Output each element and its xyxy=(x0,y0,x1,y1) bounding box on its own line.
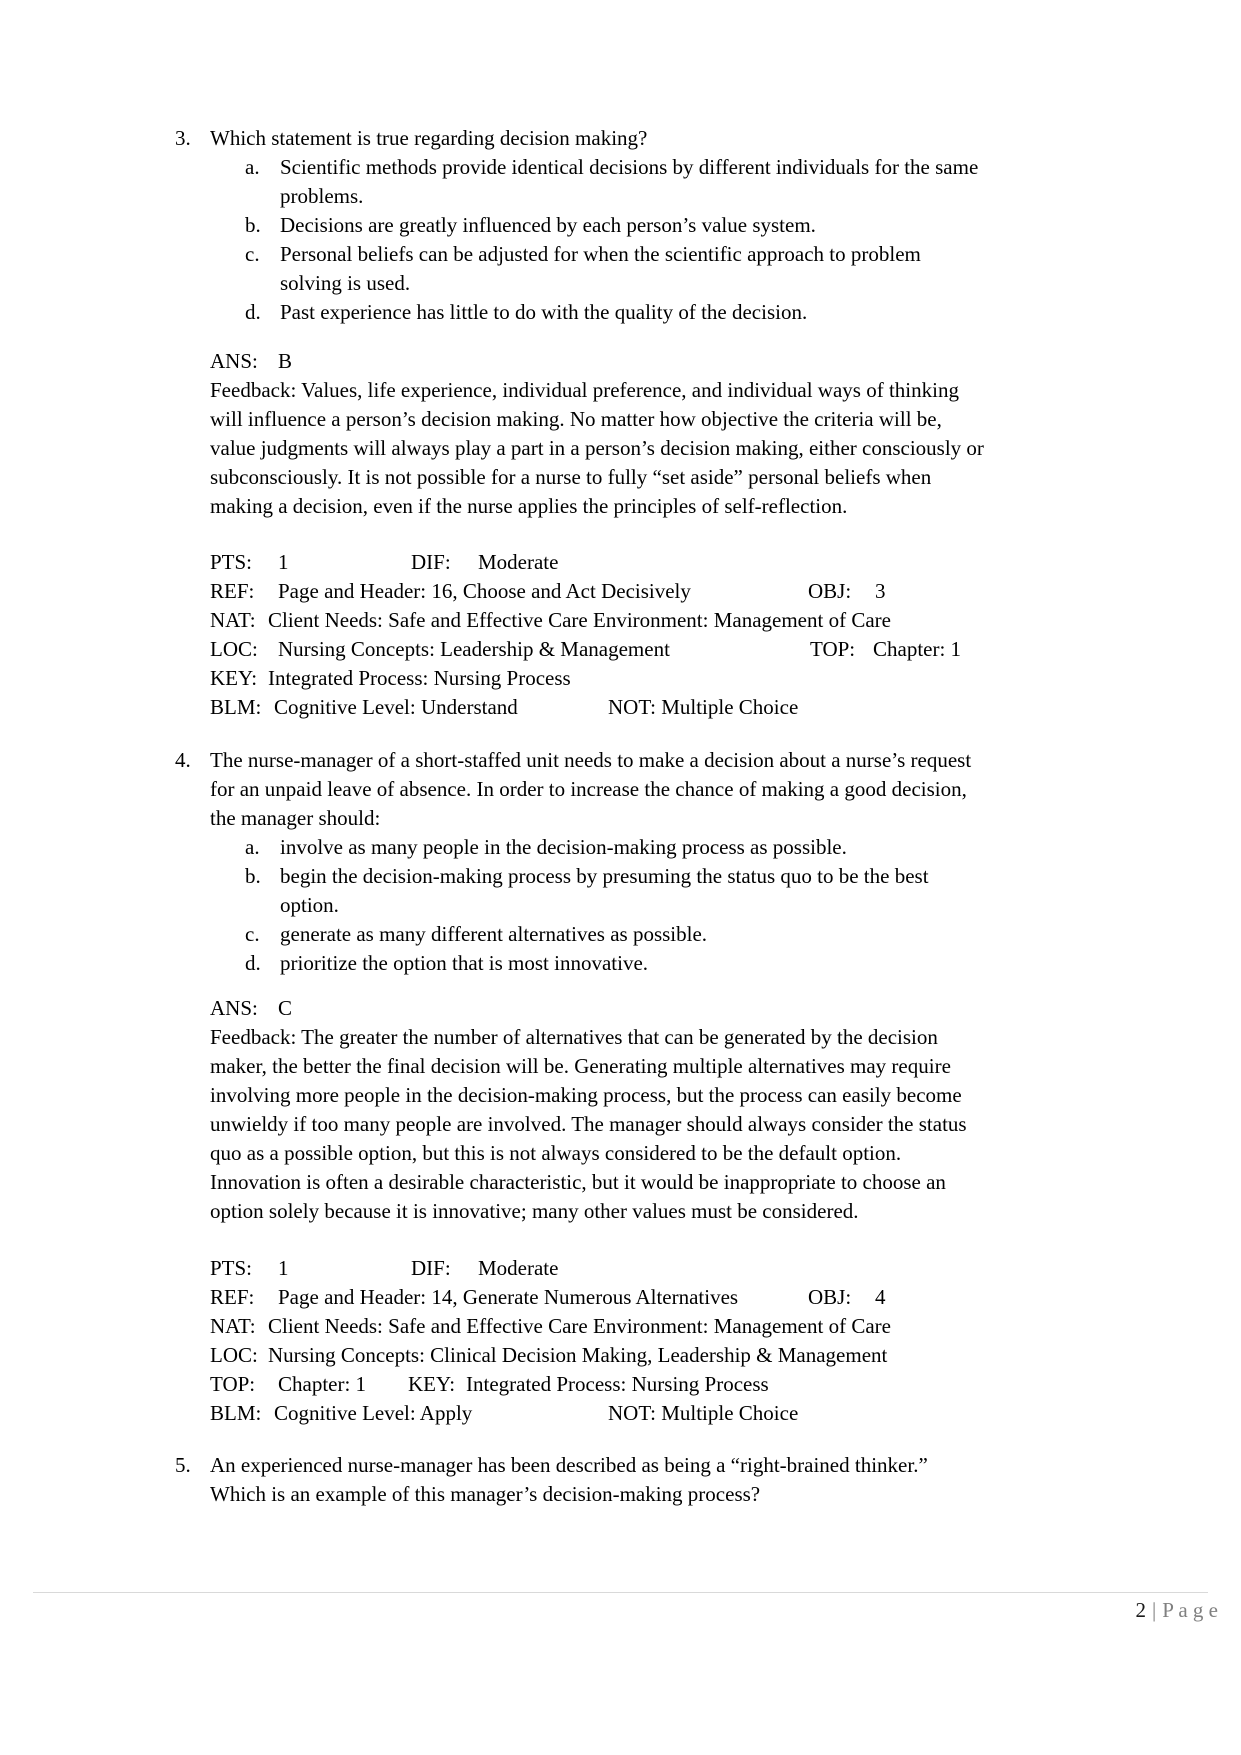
feedback-line xyxy=(175,492,1185,521)
loc-label: LOC: xyxy=(210,1343,258,1367)
page-label: P a g e xyxy=(1162,1598,1218,1622)
option-letter: d. xyxy=(245,951,261,975)
option-row xyxy=(175,269,1185,298)
question-text-line: for an unpaid leave of absence. In order to increase the chance of making a good decision, xyxy=(210,777,967,801)
question-4-line xyxy=(175,775,1185,804)
question-number: 5. xyxy=(175,1453,191,1477)
feedback-text: Feedback: Values, life experience, individual preference, and individual ways of thinking xyxy=(210,378,959,402)
option-text-line: prioritize the option that is most innovative. xyxy=(280,951,649,975)
feedback-text: maker, the better the final decision will be. Generating multiple alternatives may require xyxy=(210,1054,951,1078)
option-letter: c. xyxy=(245,922,260,946)
meta-line-loc xyxy=(175,635,1185,664)
question-5-line xyxy=(175,1480,1185,1509)
option-letter: a. xyxy=(245,835,260,859)
option-row xyxy=(175,182,1185,211)
dif-value: Moderate xyxy=(478,550,559,574)
option-letter: c. xyxy=(245,242,260,266)
question-text-line: Which is an example of this manager’s decision-making process? xyxy=(210,1482,761,1506)
question-text-line: Which statement is true regarding decision making? xyxy=(210,126,648,150)
meta-line-top xyxy=(175,1370,1185,1399)
key-label: KEY: xyxy=(408,1372,456,1396)
meta-line-loc xyxy=(175,1341,1185,1370)
feedback-line xyxy=(175,1052,1185,1081)
feedback-line xyxy=(175,1168,1185,1197)
feedback-line xyxy=(175,1197,1185,1226)
question-text-line: the manager should: xyxy=(210,806,381,830)
question-4-line xyxy=(175,804,1185,833)
option-letter: b. xyxy=(245,864,261,888)
dif-label: DIF: xyxy=(411,1256,451,1280)
pts-value: 1 xyxy=(278,1256,289,1280)
top-label: TOP: xyxy=(210,1372,256,1396)
not-value: NOT: Multiple Choice xyxy=(608,695,799,719)
feedback-text: making a decision, even if the nurse applies the principles of self-reflection. xyxy=(210,494,848,518)
footer-divider xyxy=(33,1592,1208,1593)
option-row xyxy=(175,211,1185,240)
option-row xyxy=(175,949,1185,978)
page-number: 2 xyxy=(1135,1598,1146,1622)
option-row xyxy=(175,891,1185,920)
obj-label: OBJ: xyxy=(808,1285,852,1309)
nat-label: NAT: xyxy=(210,608,256,632)
meta-line-ref xyxy=(175,1283,1185,1312)
top-value: Chapter: 1 xyxy=(278,1372,367,1396)
ref-value: Page and Header: 16, Choose and Act Decisively xyxy=(278,579,691,603)
option-text-line: option. xyxy=(280,893,339,917)
option-text-line: Decisions are greatly influenced by each person’s value system. xyxy=(280,213,816,237)
top-label: TOP: xyxy=(810,637,856,661)
feedback-line xyxy=(175,463,1185,492)
nat-value: Client Needs: Safe and Effective Care Environment: Management of Care xyxy=(268,608,891,632)
question-number: 3. xyxy=(175,126,191,150)
option-row xyxy=(175,833,1185,862)
feedback-line xyxy=(175,1110,1185,1139)
top-value: Chapter: 1 xyxy=(873,637,962,661)
meta-line-blm xyxy=(175,1399,1185,1428)
page-footer xyxy=(1135,1596,1218,1625)
footer-separator: | xyxy=(1151,1598,1157,1622)
pts-label: PTS: xyxy=(210,550,253,574)
key-value: Integrated Process: Nursing Process xyxy=(268,666,571,690)
obj-value: 3 xyxy=(875,579,886,603)
answer-label: ANS: xyxy=(210,996,258,1020)
feedback-text: unwieldy if too many people are involved. The manager should always consider the status xyxy=(210,1112,967,1136)
option-text-line: Past experience has little to do with the quality of the decision. xyxy=(280,300,808,324)
question-5-line xyxy=(175,1451,1185,1480)
feedback-line xyxy=(175,405,1185,434)
meta-line-key xyxy=(175,664,1185,693)
meta-line-blm xyxy=(175,693,1185,722)
option-text-line: generate as many different alternatives as possible. xyxy=(280,922,708,946)
option-row xyxy=(175,240,1185,269)
feedback-text: involving more people in the decision-making process, but the process can easily become xyxy=(210,1083,962,1107)
document-body xyxy=(175,124,1185,1509)
loc-value: Nursing Concepts: Leadership & Management xyxy=(278,637,670,661)
option-text-line: Personal beliefs can be adjusted for when the scientific approach to problem xyxy=(280,242,921,266)
ref-label: REF: xyxy=(210,579,255,603)
feedback-text: subconsciously. It is not possible for a nurse to fully “set aside” personal beliefs when xyxy=(210,465,932,489)
answer-value: B xyxy=(278,349,293,373)
feedback-line xyxy=(175,434,1185,463)
loc-label: LOC: xyxy=(210,637,258,661)
meta-line-nat xyxy=(175,606,1185,635)
feedback-text: value judgments will always play a part in a person’s decision making, either consciously or xyxy=(210,436,984,460)
option-letter: b. xyxy=(245,213,261,237)
answer-line xyxy=(175,347,1185,376)
answer-label: ANS: xyxy=(210,349,258,373)
meta-line-pts xyxy=(175,1254,1185,1283)
obj-label: OBJ: xyxy=(808,579,852,603)
option-row xyxy=(175,920,1185,949)
option-row xyxy=(175,862,1185,891)
blm-value: Cognitive Level: Apply xyxy=(274,1401,473,1425)
option-text-line: Scientific methods provide identical decisions by different individuals for the same xyxy=(280,155,979,179)
meta-line-nat xyxy=(175,1312,1185,1341)
option-row xyxy=(175,153,1185,182)
feedback-line xyxy=(175,376,1185,405)
obj-value: 4 xyxy=(875,1285,886,1309)
option-text-line: problems. xyxy=(280,184,364,208)
loc-value: Nursing Concepts: Clinical Decision Making, Leadership & Management xyxy=(268,1343,888,1367)
feedback-text: Innovation is often a desirable characteristic, but it would be inappropriate to choose an xyxy=(210,1170,946,1194)
feedback-line xyxy=(175,1023,1185,1052)
question-4-line xyxy=(175,746,1185,775)
nat-label: NAT: xyxy=(210,1314,256,1338)
feedback-text: will influence a person’s decision making. No matter how objective the criteria will be, xyxy=(210,407,942,431)
feedback-line xyxy=(175,1081,1185,1110)
question-number: 4. xyxy=(175,748,191,772)
meta-line-pts xyxy=(175,548,1185,577)
question-text-line: The nurse-manager of a short-staffed unit needs to make a decision about a nurse’s request xyxy=(210,748,972,772)
option-letter: a. xyxy=(245,155,260,179)
feedback-text: quo as a possible option, but this is not always considered to be the default option. xyxy=(210,1141,902,1165)
feedback-line xyxy=(175,1139,1185,1168)
meta-line-ref xyxy=(175,577,1185,606)
pts-label: PTS: xyxy=(210,1256,253,1280)
dif-value: Moderate xyxy=(478,1256,559,1280)
ref-label: REF: xyxy=(210,1285,255,1309)
not-value: NOT: Multiple Choice xyxy=(608,1401,799,1425)
blm-label: BLM: xyxy=(210,1401,262,1425)
pts-value: 1 xyxy=(278,550,289,574)
blm-label: BLM: xyxy=(210,695,262,719)
option-letter: d. xyxy=(245,300,261,324)
key-value: Integrated Process: Nursing Process xyxy=(466,1372,769,1396)
question-3-line xyxy=(175,124,1185,153)
answer-value: C xyxy=(278,996,293,1020)
option-text-line: begin the decision-making process by presuming the status quo to be the best xyxy=(280,864,929,888)
answer-line xyxy=(175,994,1185,1023)
question-text-line: An experienced nurse-manager has been described as being a “right-brained thinker.” xyxy=(210,1453,928,1477)
option-text-line: involve as many people in the decision-making process as possible. xyxy=(280,835,847,859)
feedback-text: Feedback: The greater the number of alternatives that can be generated by the decision xyxy=(210,1025,938,1049)
option-text-line: solving is used. xyxy=(280,271,411,295)
option-row xyxy=(175,298,1185,327)
feedback-text: option solely because it is innovative; many other values must be considered. xyxy=(210,1199,859,1223)
blm-value: Cognitive Level: Understand xyxy=(274,695,518,719)
dif-label: DIF: xyxy=(411,550,451,574)
key-label: KEY: xyxy=(210,666,258,690)
ref-value: Page and Header: 14, Generate Numerous Alternatives xyxy=(278,1285,739,1309)
nat-value: Client Needs: Safe and Effective Care Environment: Management of Care xyxy=(268,1314,891,1338)
